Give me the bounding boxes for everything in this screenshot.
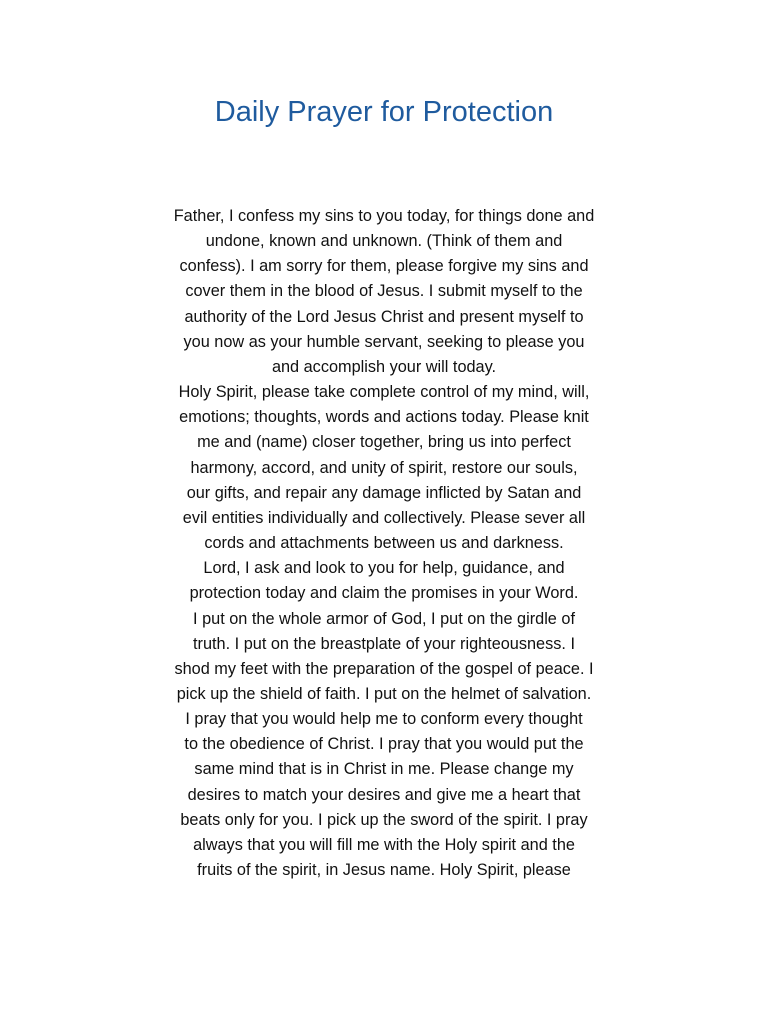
text-line: authority of the Lord Jesus Christ and present myself to <box>184 307 584 326</box>
text-line: cords and attachments between us and darkness. <box>204 534 564 553</box>
text-line: our gifts, and repair any damage inflicted by Satan and <box>186 483 582 502</box>
text-line: desires to match your desires and give me a heart that <box>187 785 581 804</box>
text-line: to the obedience of Christ. I pray that you would put the <box>184 735 584 754</box>
text-line: Lord, I ask and look to you for help, guidance, and <box>203 559 565 578</box>
text-line: fruits of the spirit, in Jesus name. Holy Spirit, please <box>197 861 571 880</box>
text-line: emotions; thoughts, words and actions today. Please knit <box>179 408 589 427</box>
text-line: shod my feet with the preparation of the gospel of peace. I <box>174 659 594 678</box>
text-line: you now as your humble servant, seeking to please you <box>183 332 585 351</box>
prayer-body <box>126 204 642 883</box>
text-line: Holy Spirit, please take complete control of my mind, will, <box>178 383 590 402</box>
text-line: beats only for you. I pick up the sword of the spirit. I pray <box>180 810 588 829</box>
text-line: evil entities individually and collectively. Please sever all <box>182 508 586 527</box>
text-line: Father, I confess my sins to you today, for things done and <box>173 207 595 225</box>
text-line: I put on the whole armor of God, I put on the girdle of <box>193 609 575 628</box>
document-title: Daily Prayer for Protection <box>214 96 554 128</box>
text-line: harmony, accord, and unity of spirit, restore our souls, <box>190 458 578 477</box>
text-line: cover them in the blood of Jesus. I submit myself to the <box>185 282 583 301</box>
text-line: and accomplish your will today. <box>271 357 497 376</box>
text-line: same mind that is in Christ in me. Please change my <box>194 760 574 779</box>
text-line: protection today and claim the promises in your Word. <box>189 584 579 603</box>
text-line: undone, known and unknown. (Think of them and <box>205 232 563 251</box>
text-line: always that you will fill me with the Holy spirit and the <box>193 835 575 854</box>
text-line: pick up the shield of faith. I put on the helmet of salvation. <box>176 684 592 703</box>
text-line: confess). I am sorry for them, please forgive my sins and <box>179 257 589 276</box>
text-line: me and (name) closer together, bring us into perfect <box>197 433 571 452</box>
text-line: I pray that you would help me to conform every thought <box>185 710 583 729</box>
text-line: truth. I put on the breastplate of your righteousness. I <box>193 634 575 653</box>
